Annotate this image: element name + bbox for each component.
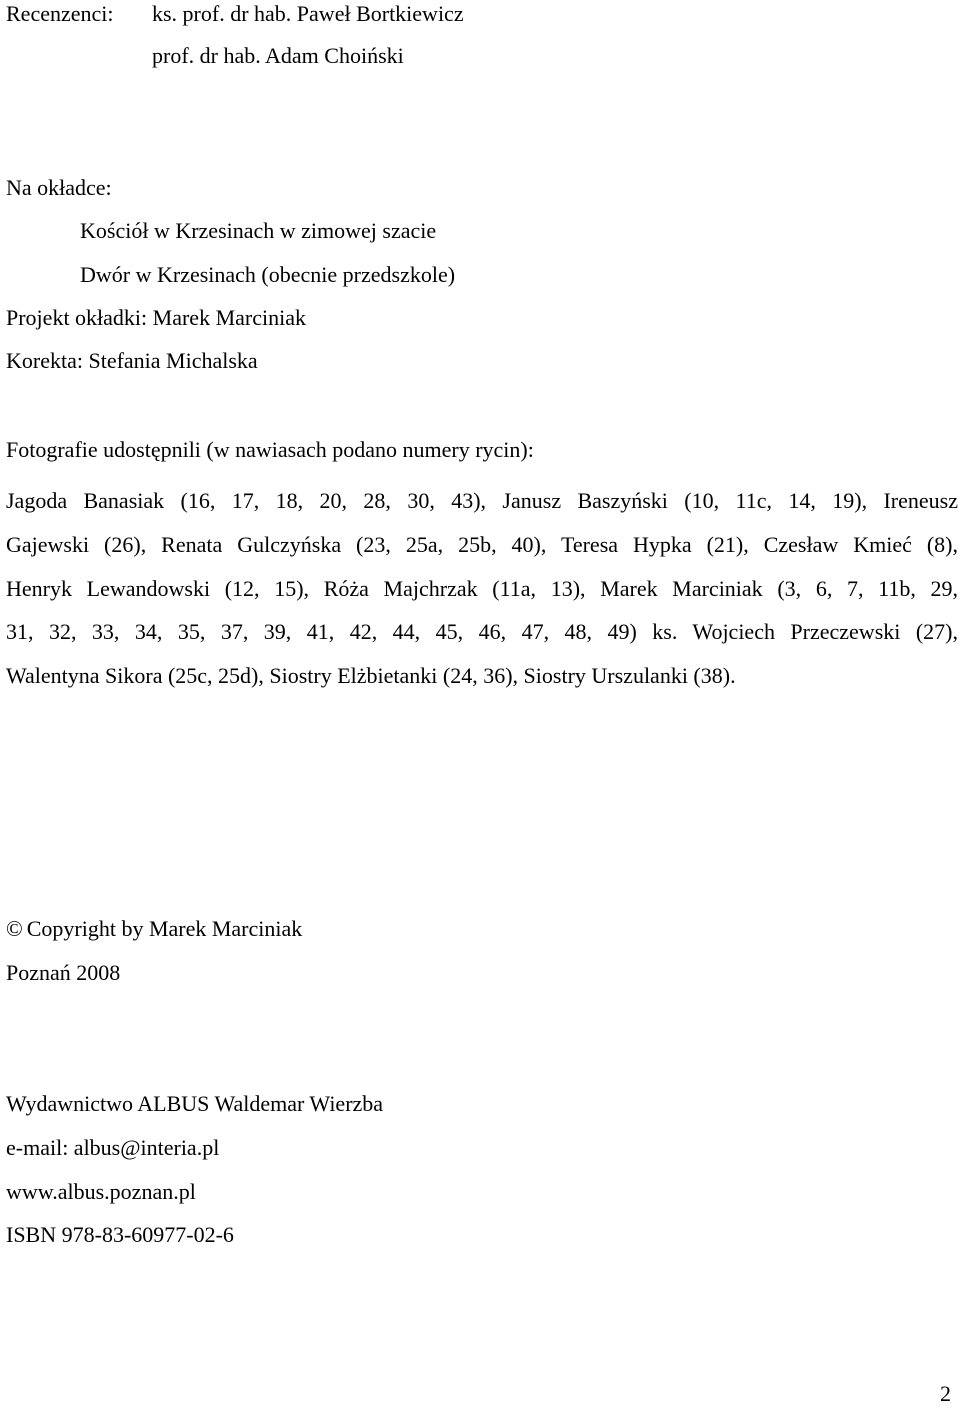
copyright-notice [6,915,302,943]
photos-credits-line: Walentyna Sikora (25c, 25d), Siostry Elżbietanki (24, 36), Siostry Urszulanki (38). [6,663,736,689]
photos-credits-line: Gajewski (26), Renata Gulczyńska (23, 25a, 25b, 40), Teresa Hypka (21), Czesław Kmieć (8), [6,531,958,557]
photos-intro: Fotografie udostępnili (w nawiasach podano numery rycin): [6,437,534,462]
cover-label: Na okładce: [6,175,112,200]
photos-credits-paragraph [6,479,958,698]
photos-credits-line: 31, 32, 33, 34, 35, 37, 39, 41, 42, 44, 45, 46, 47, 48, 49) ks. Wojciech Przeczewski (27), [6,619,958,645]
reviewer-name: prof. dr hab. Adam Choiński [152,43,404,68]
reviewers-label: Recenzenci: [6,1,114,26]
reviewer-name: ks. prof. dr hab. Paweł Bortkiewicz [152,1,464,26]
cover-item: Dwór w Krzesinach (obecnie przedszkole) [80,262,456,287]
publisher-website: www.albus.poznan.pl [6,1179,196,1204]
page-number: 2 [940,1381,951,1406]
photos-credits-line: Jagoda Banasiak (16, 17, 18, 20, 28, 30, 43), Janusz Baszyński (10, 11c, 14, 19), Ireneusz [6,488,958,513]
publisher-name: Wydawnictwo ALBUS Waldemar Wierzba [6,1091,384,1116]
publisher-email: e-mail: albus@interia.pl [6,1135,220,1160]
photos-credits-line: Henryk Lewandowski (12, 15), Róża Majchrzak (11a, 13), Marek Marciniak (3, 6, 7, 11b, 29, [6,575,958,601]
place-year: Poznań 2008 [6,960,121,985]
cover-item: Kościół w Krzesinach w zimowej szacie [80,218,437,243]
cover-design-credit: Projekt okładki: Marek Marciniak [6,305,306,330]
isbn: ISBN 978-83-60977-02-6 [6,1222,234,1247]
proofreading-credit: Korekta: Stefania Michalska [6,348,258,373]
copyright-text: Copyright by Marek Marciniak [26,916,303,941]
copyright-icon: © [6,916,23,941]
